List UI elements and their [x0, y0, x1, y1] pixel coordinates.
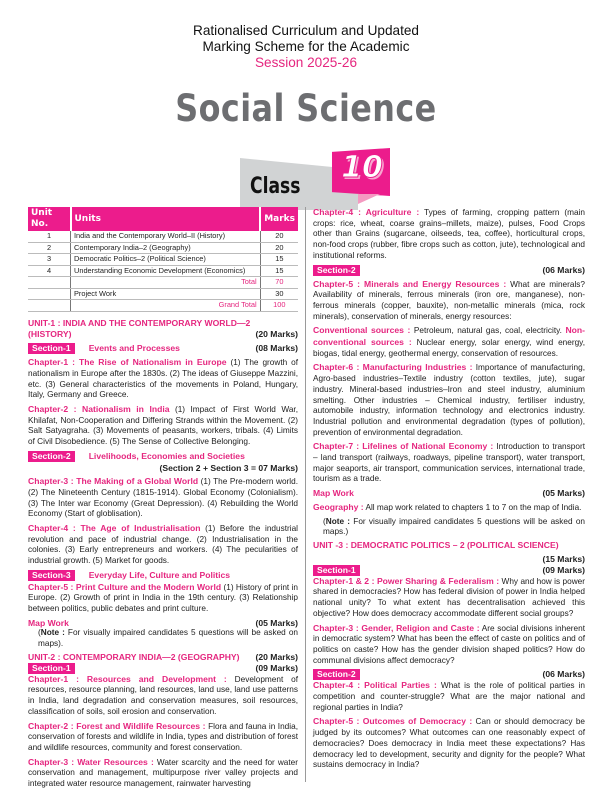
- section-marks: (09 Marks): [255, 662, 298, 673]
- unit-marks: 20: [260, 242, 298, 254]
- chapter-entry: [28, 523, 298, 567]
- chapter-entry: [313, 207, 585, 262]
- map-work-label: Map Work: [313, 488, 354, 499]
- chapter-text: (1) History of print in Europe. (2) Growth of print in India in the 19th century. (3) Relationship between politics, public debates and print culture.: [28, 582, 298, 613]
- project-label: Project Work: [71, 288, 261, 300]
- chapter-title: Chapter-4 : The Age of Industrialisation: [28, 523, 201, 534]
- empty-cell: [28, 277, 71, 289]
- project-row: [28, 288, 298, 300]
- unit1-heading-cont: (HISTORY): [28, 328, 72, 339]
- section-badge: Section-3: [28, 570, 75, 581]
- chapter-title: Chapter-3 : Water Resources :: [28, 756, 154, 767]
- unit-marks: 20: [260, 231, 298, 242]
- chapter-title: Chapter-5 : Minerals and Energy Resources :: [313, 278, 507, 289]
- column-divider: [305, 207, 306, 782]
- section-row: [28, 663, 298, 674]
- chapter-entry: [313, 623, 585, 667]
- unit2-heading-row: [28, 652, 298, 663]
- chapter-text: Introduction to transport – land transport (railways, roadways, pipeline transport), water transport, major seaports, air transport, communication services, international trade, tourism as a trade.: [313, 442, 585, 484]
- chapter-text: (1) Impact of First World War, Khilafat, Non-Cooperation and Differing Strands within the Movement. (2) Salt Satyagraha. (3) Movements of peasants, workers, tribals. (4) Limits of Civil Disobedience. (5) The Sense of Collective Belonging.: [28, 405, 298, 447]
- chapter-entry: [28, 674, 298, 718]
- unit-no: 2: [28, 242, 71, 254]
- chapter-entry: [313, 362, 585, 438]
- class-badge: [240, 148, 390, 212]
- map-work-label: Map Work: [28, 617, 69, 628]
- section-marks: (08 Marks): [255, 342, 298, 353]
- table-row: [28, 242, 298, 254]
- badge-fold: [358, 194, 380, 204]
- unit-no: 3: [28, 254, 71, 266]
- section-row: [313, 669, 585, 680]
- chapter-entry: [313, 576, 585, 620]
- note-label: Note :: [40, 628, 65, 638]
- chapter-text: Can or should democracy be judged by its outcomes? What outcomes can one reasonably expect of democracies? Does democracy in India meet these expectations? Has democracy led to development, security and dignity for the people? What sustains democracy in India?: [313, 717, 586, 770]
- grand-total-value: 100: [260, 300, 298, 312]
- note-paren: (: [38, 628, 41, 638]
- section-title: Events and Processes: [88, 342, 180, 353]
- header-marks: Marks: [260, 207, 298, 231]
- chapter-text: (1) The growth of nationalism in Europe after the 1830s. (2) The ideas of Giuseppe Mazzini, etc. (3) General characteristics of the movements in Poland, Hungary, Italy, Germany and Greece.: [28, 358, 298, 400]
- section-badge: Section-1: [28, 663, 75, 674]
- non-conventional-title: Non-conventional sources :: [313, 325, 586, 348]
- chapter-entry: [313, 441, 585, 485]
- chapter-entry: [28, 476, 298, 520]
- unit-name: Understanding Economic Development (Economics): [71, 265, 261, 277]
- chapter-title: Chapter-7 : Lifelines of National Economy :: [313, 441, 494, 452]
- unit-no: 4: [28, 265, 71, 277]
- section-badge: Section-2: [313, 669, 360, 680]
- empty-cell: [28, 288, 71, 300]
- unit-no: 1: [28, 231, 71, 242]
- unit-name: Contemporary India–2 (Geography): [71, 242, 261, 254]
- section-marks: (Section 2 + Section 3 = 07 Marks): [159, 462, 298, 473]
- grand-total-label: Grand Total: [71, 300, 261, 312]
- section-badge: Section-1: [28, 343, 75, 354]
- map-work-row: [313, 488, 585, 499]
- chapter-entry: [28, 757, 298, 790]
- class-number: 10: [341, 150, 383, 185]
- right-column: [313, 207, 585, 774]
- section-row: [28, 343, 298, 355]
- chapter-entry: [28, 404, 298, 448]
- unit-name: Democratic Politics–2 (Political Science): [71, 254, 261, 266]
- unit-marks: 15: [260, 254, 298, 266]
- empty-cell: [28, 300, 71, 312]
- chapter-entry: [28, 721, 298, 754]
- conventional-text: Petroleum, natural gas, coal, electricity.: [410, 326, 562, 336]
- chapter-text: What are minerals? Availability of minerals, ferrous minerals (iron ore, manganese), non-ferrous minerals (copper, bauxite), non-metallic minerals (mica, rock minerals), conservation of minerals, energy resources:: [313, 279, 585, 321]
- chapter-title: Chapter-1 : The Rise of Nationalism in Europe: [28, 357, 227, 368]
- section-marks: (06 Marks): [542, 264, 585, 275]
- note-text: For visually impaired candidates 5 questions will be asked on maps.): [323, 516, 585, 537]
- chapter-text: Are social divisions inherent in democratic system? What has been the effect of caste on politics and of politics on caste? How has the gender division shaped politics? How do communal divisions affect democracy?: [313, 623, 585, 665]
- conventional-title: Conventional sources :: [313, 325, 411, 336]
- chapter-text: Types of farming, cropping pattern (main crops: rice, wheat, coarse grains–millets, maize), pulses, Food Crops other than Grains (sugarcane, oilseeds, tea, coffee), horticultural crops, non-food crops (rubber, fibre crops such as cotton, jute), technological and institutional reforms.: [313, 208, 585, 260]
- section-row: [313, 265, 585, 276]
- energy-sources: [313, 325, 585, 359]
- chapter-title: Chapter-2 : Forest and Wildlife Resources :: [28, 720, 206, 731]
- note: [28, 628, 298, 649]
- chapter-title: Chapter-1 : Resources and Development :: [28, 673, 227, 684]
- header-units: Units: [71, 207, 261, 231]
- grand-total-row: [28, 300, 298, 312]
- unit3-marks: (15 Marks): [542, 553, 585, 564]
- non-conventional-text: Nuclear energy, solar energy, wind energy, biogas, tidal energy, geothermal energy, conservation of resources.: [313, 338, 585, 358]
- chapter-title: Chapter-2 : Nationalism in India: [28, 404, 170, 415]
- chapter-text: (1) The Pre-modern world. (2) The Nineteenth Century (1815-1914). Global Economy (Colonialism). (3) The Inter war Economy (Great Depression). (4) Rebuilding the World Economy (Start of globlisation).: [28, 477, 298, 519]
- section-row: [313, 565, 585, 576]
- unit2-heading: UNIT-2 : CONTEMPORARY INDIA—2 (GEOGRAPHY): [28, 651, 240, 662]
- table-row: [28, 265, 298, 277]
- page-title: Social Science: [175, 87, 437, 130]
- chapter-text: Development of resources, resource planning, land resources, land use, land use patterns in India, land degradation and conservation measures, soil resources, classification of soils, soil erosion and conservation.: [28, 674, 299, 716]
- chapter-entry: [28, 582, 298, 615]
- unit-name: India and the Contemporary World–II (History): [71, 231, 261, 242]
- section-badge: Section-1: [313, 565, 360, 576]
- chapter-text: What is the role of political parties in competition and counter-struggle? What are the major national and regional parties in India?: [313, 681, 585, 712]
- section-row: [28, 570, 298, 582]
- chapter-text: (1) Before the industrial revolution and pace of industrial change. (2) Industrialisation in the colonies. (3) Early entrepreneurs and workers. (4) The pecularities of industrial growth. (5) Market for goods.: [28, 524, 299, 566]
- chapter-title: Chapter-3 : The Making of a Global World: [28, 476, 199, 487]
- unit-marks: 15: [260, 265, 298, 277]
- chapter-title: Chapter-3 : Gender, Religion and Caste :: [313, 622, 480, 633]
- chapter-text: Why and how is power shared in democracies? How has federal division of power in India helped national unity? To what extent has decentralisation achieved this objective? How does democracy accommodate different social groups?: [313, 576, 585, 618]
- section-marks: (06 Marks): [542, 669, 585, 680]
- section-title: Everyday Life, Culture and Politics: [88, 569, 231, 580]
- unit1-heading-row: [28, 329, 298, 340]
- chapter-title: Chapter-1 & 2 : Power Sharing & Federalism :: [313, 575, 500, 586]
- chapter-text: Water scarcity and the need for water conservation and management, multipurpose river valley projects and integrated water resource management, rainwater harvesting: [28, 757, 299, 789]
- chapter-entry: [313, 716, 585, 771]
- unit2-marks: (20 Marks): [255, 651, 298, 662]
- section-badge: Section-2: [28, 451, 75, 462]
- unit1-marks: (20 Marks): [255, 328, 298, 339]
- chapter-entry: [313, 279, 585, 323]
- note-paren: (: [323, 516, 326, 526]
- section-title: Livelihoods, Economies and Societies: [88, 450, 245, 461]
- map-work-marks: (05 Marks): [255, 617, 298, 628]
- section-row: [28, 451, 298, 463]
- table-row: [28, 254, 298, 266]
- unit1-heading: UNIT-1 : INDIA AND THE CONTEMPORARY WORLD—2: [28, 317, 251, 328]
- geography-label: Geography :: [313, 501, 364, 512]
- left-column: [28, 207, 298, 793]
- chapter-title: Chapter-5 : Print Culture and the Modern World: [28, 581, 222, 592]
- header-line-1: Rationalised Curriculum and Updated: [193, 23, 419, 38]
- chapter-text: Flora and fauna in India, conservation of forests and wildlife in India, types and distribution of forest and wildlife resources, community and forest conservation.: [28, 721, 298, 752]
- total-value: 70: [260, 277, 298, 289]
- unit3-heading: UNIT -3 : DEMOCRATIC POLITICS – 2 (POLITICAL SCIENCE): [313, 539, 559, 550]
- chapter-title: Chapter-6 : Manufacturing Industries :: [313, 362, 473, 373]
- chapter-entry: [313, 680, 585, 713]
- section-marks: (09 Marks): [542, 564, 585, 575]
- header-unit-no: Unit No.: [28, 207, 71, 231]
- geography-map-note: [313, 502, 585, 514]
- map-work-marks: (05 Marks): [542, 488, 585, 499]
- note-label: Note :: [325, 516, 351, 526]
- geography-text: All map work related to chapters 1 to 7 on the map of India.: [363, 502, 582, 512]
- chapter-title: Chapter-4 : Political Parties :: [313, 680, 437, 691]
- total-row: [28, 277, 298, 289]
- chapter-title: Chapter-5 : Outcomes of Democracy :: [313, 716, 473, 727]
- section-badge: Section-2: [313, 265, 360, 276]
- chapter-entry: [28, 357, 298, 401]
- chapter-title: Chapter-4 : Agriculture :: [313, 207, 420, 217]
- chapter-text: Importance of manufacturing, Agro-based industries–Textile industry (cotton textiles, jute), sugar industry. Mineral-based industries–Iron and steel industry, aluminium smelting. Other industries – Chemical industry, fertiliser industry, automobile industry, information technology and electronics industry. Industrial pollution and environmental degradation (types of pollution), prevention of environmental degradation.: [313, 363, 586, 437]
- total-label: Total: [71, 277, 261, 289]
- header-line-2: Marking Scheme for the Academic: [202, 39, 410, 54]
- project-value: 30: [260, 288, 298, 300]
- table-header-row: [28, 207, 298, 231]
- class-word: Class: [250, 174, 301, 199]
- units-table: [28, 207, 298, 312]
- table-row: [28, 231, 298, 242]
- note: [313, 517, 585, 538]
- map-work-row: [28, 618, 298, 629]
- note-text: For visually impaired candidates 5 questions will be asked on maps).: [38, 628, 298, 649]
- session-label: Session 2025-26: [254, 55, 358, 70]
